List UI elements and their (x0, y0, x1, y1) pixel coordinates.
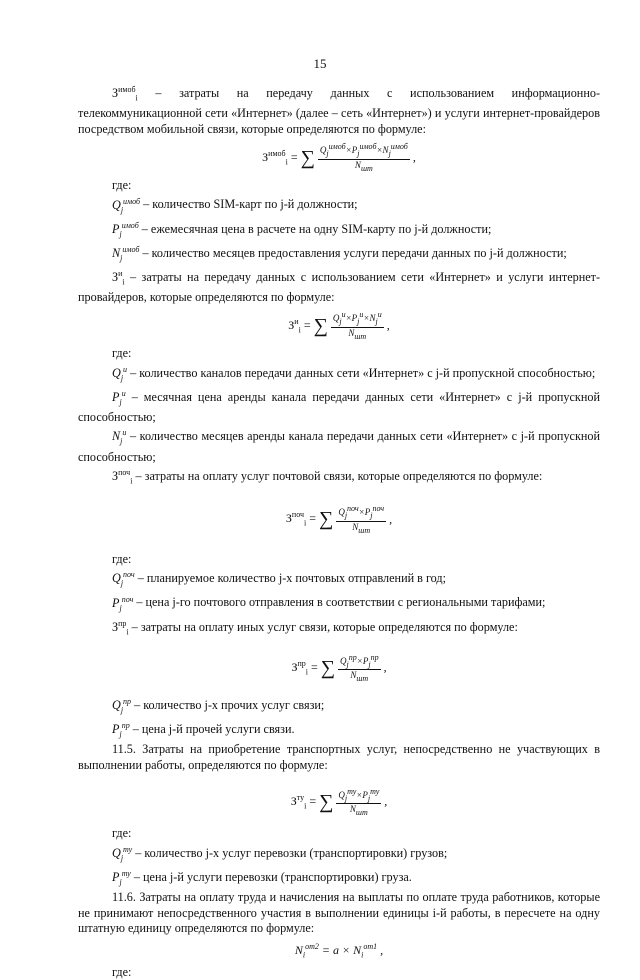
paragraph-internet-mobile: $З^{имоб}_i$ – затраты на передачу данных с использованием информационно-телекоммуникационной сети «Интернет» (далее – сеть «Интернет») и услуги интернет-провайдеров посредством мобильной связи, которые определяются по формуле: (78, 85, 600, 136)
where-label: где: (112, 346, 132, 361)
definition-item: $Q_j^{пр}$ – количество j-х прочих услуг связи; (112, 697, 325, 715)
paragraph-other-comm: $З^{пр}_i$ – затраты на оплату иных услуг связи, которые определяются по формуле: (112, 618, 518, 637)
definition-item: $P_j^и$ – месячная цена аренды канала передачи данных сети «Интернет» с j-й пропускной способностью; (78, 388, 600, 424)
formula-postal: $З^{поч}_i$ = ∑ $\frac{Q_j^{поч}\times P_j^{поч}}{N_{шт}}$ , (285, 504, 393, 535)
where-label: где: (112, 551, 132, 566)
formula-transport: $З^{ту}_i$ = ∑ $\frac{Q_j^{ту}\times P_j^{ту}}{N_{шт}}$ , (290, 786, 388, 818)
paragraph-internet: $З^и_i$ – затраты на передачу данных с использованием сети «Интернет» и услуги интернет-провайдеров, которые определяются по формуле: (78, 268, 601, 304)
document-body (78, 82, 600, 980)
where-label: где: (112, 177, 132, 192)
where-label: где: (112, 964, 132, 979)
page-number: 15 (313, 56, 327, 71)
formula-labor: $N_i^{от2} = a \times N_i^{от1}$ , (294, 941, 384, 960)
definition-item: $Q_j^{имоб}$ – количество SIM-карт по j-й должности; (112, 196, 358, 214)
definition-item: $Q_j^{поч}$ – планируемое количество j-х почтовых отправлений в год; (112, 570, 446, 588)
definition-item: $N_j^и$ – количество месяцев аренды канала передачи данных сети «Интернет» с j-й пропускной способностью; (78, 428, 601, 464)
formula-internet: $З^и_i$ = ∑ $\frac{Q_j^и\times P_j^и\times N_j^и}{N_{шт}}$ , (288, 310, 390, 342)
definition-item: $P_j^{пр}$ – цена j-й прочей услуги связи. (112, 721, 295, 739)
where-label: где: (112, 826, 132, 841)
definition-item: $P_j^{ту}$ – цена j-й услуги перевозки (транспортировки) груза. (112, 868, 412, 887)
definition-item: $N_j^{имоб}$ – количество месяцев предоставления услуги передачи данных по j-й должности; (112, 244, 567, 263)
formula-other-comm: $З^{пр}_i$ = ∑ $\frac{Q_j^{пр}\times P_j^{пр}}{N_{шт}}$ , (291, 652, 387, 684)
definition-item: $P_j^{имоб}$ – ежемесячная цена в расчете на одну SIM-карту по j-й должности; (112, 220, 492, 239)
formula-imob: $З^{имоб}_i$ = ∑ $\frac{Q_j^{имоб}\times P_j^{имоб}\times N_j^{имоб}}{N_{шт}}$ , (262, 142, 416, 173)
paragraph-postal: $З^{поч}_i$ – затраты на оплату услуг почтовой связи, которые определяются по формуле: (112, 468, 543, 486)
section-11-6: 11.6. Затраты на оплату труда и начисления на выплаты по оплате труда работников, которые не принимают непосредственного участия в выполнении единицы i-й работы, в пересчете на одну штатную единицу определяются по формуле: (78, 890, 600, 936)
symbol: $З^{имоб}_i$ (112, 85, 138, 103)
definition-item: $Q_j^и$ – количество каналов передачи данных сети «Интернет» с j-й пропускной способностью; (112, 364, 596, 383)
definition-item: $Q_j^{ту}$ – количество j-х услуг перевозки (транспортировки) грузов; (112, 844, 448, 863)
section-11-5: 11.5. Затраты на приобретение транспортных услуг, непосредственно не участвующих в выполнении работы, определяются по формуле: (78, 742, 600, 773)
definition-item: $P_j^{поч}$ – цена j-го почтового отправления в соответствии с региональными тарифами; (112, 594, 546, 612)
